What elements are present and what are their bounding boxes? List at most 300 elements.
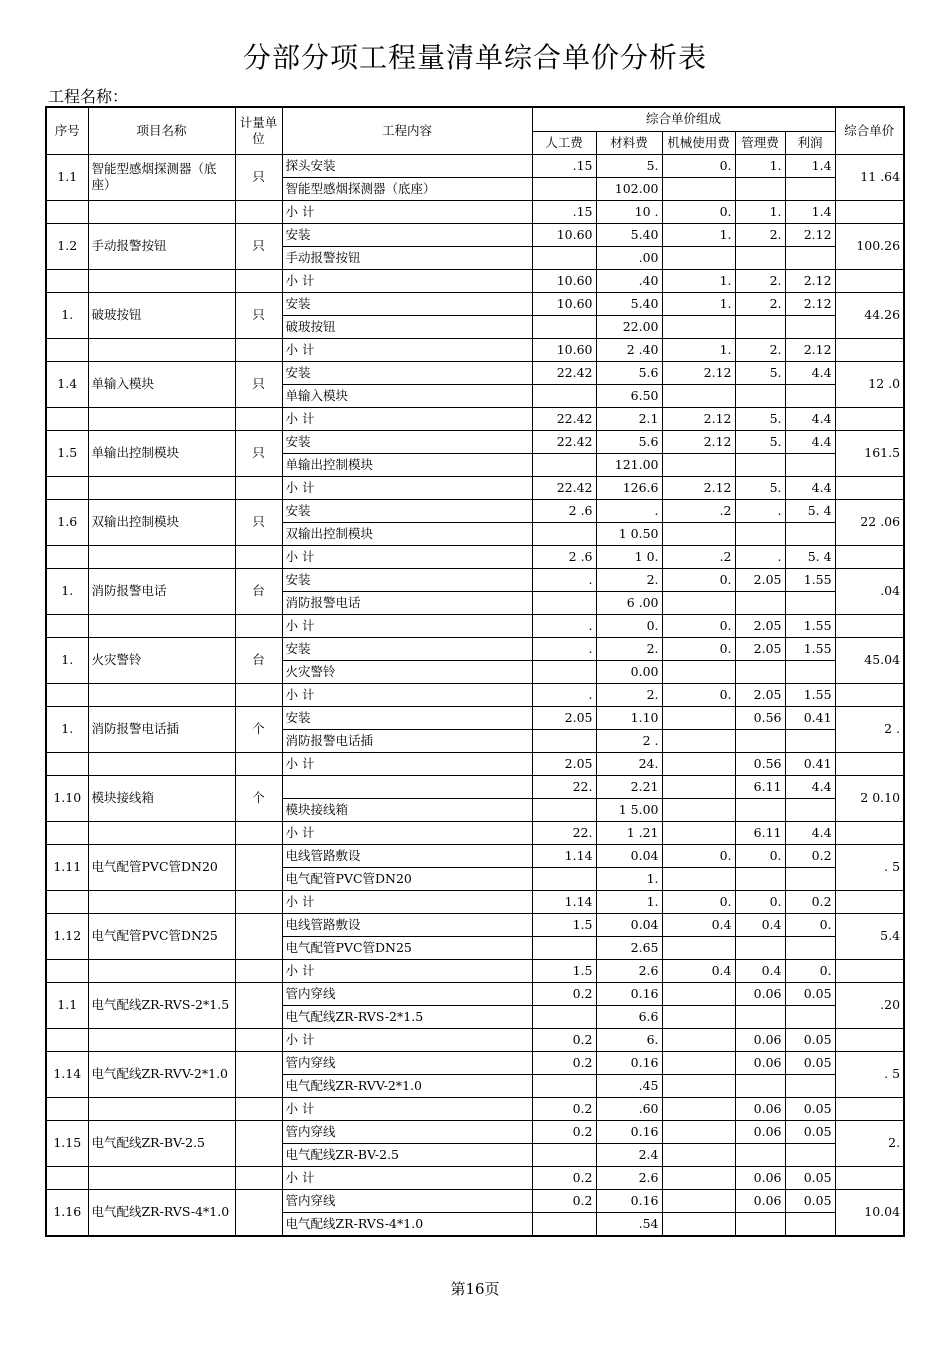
content-cell: 管内穿线 — [282, 1051, 532, 1074]
labor-cell: 2.05 — [532, 706, 596, 729]
machine-cell — [662, 1051, 735, 1074]
labor-cell: . — [532, 637, 596, 660]
item-unit-blank — [235, 269, 282, 292]
header-total: 综合单价 — [835, 107, 904, 154]
labor-cell: . — [532, 683, 596, 706]
labor-cell — [532, 936, 596, 959]
profit-cell: 4.4 — [785, 430, 835, 453]
item-seq-blank — [46, 338, 88, 361]
item-name-blank — [88, 200, 235, 223]
item-seq: 1. — [46, 568, 88, 614]
content-cell: 小 计 — [282, 269, 532, 292]
content-cell: 安装 — [282, 292, 532, 315]
manage-cell — [735, 798, 785, 821]
profit-cell — [785, 660, 835, 683]
content-cell: 小 计 — [282, 545, 532, 568]
labor-cell — [532, 177, 596, 200]
item-total: 11 .64 — [835, 154, 904, 200]
table-row — [46, 223, 904, 246]
machine-cell — [662, 1005, 735, 1028]
machine-cell — [662, 775, 735, 798]
item-unit: 只 — [235, 430, 282, 476]
item-name-blank — [88, 269, 235, 292]
profit-cell: 1.55 — [785, 637, 835, 660]
labor-cell: 1.14 — [532, 890, 596, 913]
labor-cell: 0.2 — [532, 1097, 596, 1120]
material-cell: .54 — [596, 1212, 662, 1236]
item-total: 100.26 — [835, 223, 904, 269]
profit-cell: 4.4 — [785, 407, 835, 430]
item-unit-blank — [235, 752, 282, 775]
manage-cell — [735, 1074, 785, 1097]
item-total: 2 0.10 — [835, 775, 904, 821]
item-seq-blank — [46, 407, 88, 430]
machine-cell: 0. — [662, 683, 735, 706]
item-seq: 1. — [46, 706, 88, 752]
item-total: 5.4 — [835, 913, 904, 959]
machine-cell: 1. — [662, 223, 735, 246]
table-row — [46, 1097, 904, 1120]
labor-cell: 22.42 — [532, 430, 596, 453]
item-seq-blank — [46, 752, 88, 775]
machine-cell — [662, 752, 735, 775]
item-name-blank — [88, 890, 235, 913]
labor-cell — [532, 1212, 596, 1236]
content-cell — [282, 775, 532, 798]
labor-cell: 1.5 — [532, 913, 596, 936]
machine-cell — [662, 1074, 735, 1097]
material-cell: 0.16 — [596, 1189, 662, 1212]
item-name-blank — [88, 545, 235, 568]
profit-cell — [785, 177, 835, 200]
item-total-blank — [835, 200, 904, 223]
item-total-blank — [835, 752, 904, 775]
profit-cell — [785, 1074, 835, 1097]
item-name: 电气配线ZR-RVV-2*1.0 — [88, 1051, 235, 1097]
content-cell: 管内穿线 — [282, 1120, 532, 1143]
machine-cell: 0. — [662, 568, 735, 591]
item-name: 消防报警电话插 — [88, 706, 235, 752]
manage-cell: . — [735, 545, 785, 568]
item-name: 电气配线ZR-BV-2.5 — [88, 1120, 235, 1166]
labor-cell: 1.5 — [532, 959, 596, 982]
manage-cell — [735, 453, 785, 476]
material-cell: .45 — [596, 1074, 662, 1097]
table-row — [46, 499, 904, 522]
item-total-blank — [835, 959, 904, 982]
machine-cell — [662, 177, 735, 200]
item-total: . 5 — [835, 844, 904, 890]
header-content: 工程内容 — [282, 107, 532, 154]
material-cell: 0.04 — [596, 844, 662, 867]
labor-cell: . — [532, 568, 596, 591]
labor-cell: 0.2 — [532, 1028, 596, 1051]
item-seq-blank — [46, 821, 88, 844]
manage-cell — [735, 1143, 785, 1166]
table-row — [46, 913, 904, 936]
labor-cell: 10.60 — [532, 269, 596, 292]
content-cell: 智能型感烟探测器（底座） — [282, 177, 532, 200]
item-seq-blank — [46, 683, 88, 706]
table-row — [46, 706, 904, 729]
content-cell: 手动报警按钮 — [282, 246, 532, 269]
content-cell: 小 计 — [282, 959, 532, 982]
profit-cell: 0. — [785, 913, 835, 936]
header-profit: 利润 — [785, 131, 835, 154]
table-row — [46, 821, 904, 844]
item-seq: 1.12 — [46, 913, 88, 959]
header-seq: 序号 — [46, 107, 88, 154]
content-cell: 安装 — [282, 223, 532, 246]
item-name: 电气配线ZR-RVS-2*1.5 — [88, 982, 235, 1028]
content-cell: 电气配线ZR-RVS-4*1.0 — [282, 1212, 532, 1236]
item-name: 消防报警电话 — [88, 568, 235, 614]
material-cell: 2.1 — [596, 407, 662, 430]
manage-cell — [735, 936, 785, 959]
profit-cell — [785, 453, 835, 476]
manage-cell: 2.05 — [735, 637, 785, 660]
machine-cell: 2.12 — [662, 476, 735, 499]
material-cell: .40 — [596, 269, 662, 292]
item-total-blank — [835, 338, 904, 361]
machine-cell: 0. — [662, 200, 735, 223]
manage-cell — [735, 1212, 785, 1236]
machine-cell — [662, 522, 735, 545]
material-cell: 1. — [596, 867, 662, 890]
profit-cell — [785, 591, 835, 614]
manage-cell: 0.06 — [735, 1028, 785, 1051]
item-unit-blank — [235, 1097, 282, 1120]
content-cell: 电气配线ZR-RVS-2*1.5 — [282, 1005, 532, 1028]
material-cell: 6. — [596, 1028, 662, 1051]
header-price-group: 综合单价组成 — [532, 107, 835, 131]
table-body — [46, 154, 904, 1236]
profit-cell — [785, 384, 835, 407]
table-row — [46, 154, 904, 177]
table-row — [46, 982, 904, 1005]
material-cell: 1. — [596, 890, 662, 913]
profit-cell: 2.12 — [785, 223, 835, 246]
machine-cell — [662, 660, 735, 683]
table-row — [46, 1028, 904, 1051]
content-cell: 安装 — [282, 361, 532, 384]
material-cell: 0.16 — [596, 1120, 662, 1143]
manage-cell: 0.06 — [735, 982, 785, 1005]
profit-cell: 4.4 — [785, 476, 835, 499]
item-total-blank — [835, 683, 904, 706]
content-cell: 单输入模块 — [282, 384, 532, 407]
material-cell: 121.00 — [596, 453, 662, 476]
table-row — [46, 269, 904, 292]
item-seq: 1.4 — [46, 361, 88, 407]
machine-cell: 2.12 — [662, 361, 735, 384]
manage-cell — [735, 522, 785, 545]
manage-cell: 6.11 — [735, 775, 785, 798]
item-total-blank — [835, 1097, 904, 1120]
item-name: 破玻按钮 — [88, 292, 235, 338]
table-row — [46, 752, 904, 775]
page-title: 分部分项工程量清单综合单价分析表 — [242, 41, 707, 74]
item-total-blank — [835, 1166, 904, 1189]
manage-cell: 5. — [735, 407, 785, 430]
content-cell: 双输出控制模块 — [282, 522, 532, 545]
item-unit-blank — [235, 407, 282, 430]
table-row — [46, 614, 904, 637]
labor-cell: 22.42 — [532, 407, 596, 430]
profit-cell: 2.12 — [785, 269, 835, 292]
material-cell: 1 0. — [596, 545, 662, 568]
item-seq: 1.16 — [46, 1189, 88, 1236]
profit-cell: 0.41 — [785, 706, 835, 729]
item-name-blank — [88, 1028, 235, 1051]
machine-cell: 1. — [662, 269, 735, 292]
item-total: .20 — [835, 982, 904, 1028]
machine-cell — [662, 821, 735, 844]
item-total-blank — [835, 1028, 904, 1051]
labor-cell — [532, 1005, 596, 1028]
machine-cell — [662, 706, 735, 729]
material-cell: 1.10 — [596, 706, 662, 729]
machine-cell — [662, 982, 735, 1005]
table-row — [46, 1051, 904, 1074]
content-cell: 小 计 — [282, 1028, 532, 1051]
item-unit-blank — [235, 959, 282, 982]
content-cell: 单输出控制模块 — [282, 453, 532, 476]
item-unit-blank — [235, 476, 282, 499]
labor-cell: . — [532, 614, 596, 637]
manage-cell: 2. — [735, 338, 785, 361]
content-cell: 安装 — [282, 499, 532, 522]
table-row — [46, 1166, 904, 1189]
item-name-blank — [88, 1166, 235, 1189]
item-name-blank — [88, 407, 235, 430]
material-cell: 0.16 — [596, 982, 662, 1005]
content-cell: 小 计 — [282, 476, 532, 499]
content-cell: 消防报警电话插 — [282, 729, 532, 752]
page-number: 第16页 — [450, 1280, 500, 1298]
machine-cell — [662, 1028, 735, 1051]
table-row — [46, 1189, 904, 1212]
profit-cell — [785, 315, 835, 338]
machine-cell — [662, 936, 735, 959]
profit-cell: 0.05 — [785, 1189, 835, 1212]
item-name: 单输出控制模块 — [88, 430, 235, 476]
item-name-blank — [88, 752, 235, 775]
header-unit: 计量单位 — [235, 107, 282, 154]
labor-cell: 0.2 — [532, 1189, 596, 1212]
content-cell: 电气配管PVC管DN20 — [282, 867, 532, 890]
item-seq: 1.15 — [46, 1120, 88, 1166]
item-name-blank — [88, 614, 235, 637]
manage-cell: 2.05 — [735, 614, 785, 637]
profit-cell — [785, 1143, 835, 1166]
labor-cell: 0.2 — [532, 982, 596, 1005]
item-total-blank — [835, 614, 904, 637]
header-name: 项目名称 — [88, 107, 235, 154]
profit-cell: 0.05 — [785, 1120, 835, 1143]
material-cell: 5. — [596, 154, 662, 177]
material-cell: 2.6 — [596, 1166, 662, 1189]
header-manage: 管理费 — [735, 131, 785, 154]
item-total-blank — [835, 407, 904, 430]
content-cell: 安装 — [282, 430, 532, 453]
profit-cell: 0.41 — [785, 752, 835, 775]
item-seq-blank — [46, 545, 88, 568]
material-cell: .00 — [596, 246, 662, 269]
labor-cell — [532, 453, 596, 476]
item-seq: 1.10 — [46, 775, 88, 821]
item-total-blank — [835, 821, 904, 844]
labor-cell: 10.60 — [532, 223, 596, 246]
item-total-blank — [835, 890, 904, 913]
material-cell: 2.4 — [596, 1143, 662, 1166]
labor-cell — [532, 246, 596, 269]
profit-cell: 5. 4 — [785, 499, 835, 522]
machine-cell: .2 — [662, 499, 735, 522]
labor-cell: 2.05 — [532, 752, 596, 775]
labor-cell: 1.14 — [532, 844, 596, 867]
manage-cell: 1. — [735, 154, 785, 177]
item-seq: 1. — [46, 637, 88, 683]
content-cell: 安装 — [282, 637, 532, 660]
material-cell: 2.21 — [596, 775, 662, 798]
table-row — [46, 844, 904, 867]
unit-price-table — [45, 106, 905, 1237]
table-row — [46, 407, 904, 430]
manage-cell: 5. — [735, 430, 785, 453]
item-seq: 1.2 — [46, 223, 88, 269]
profit-cell: 0.05 — [785, 982, 835, 1005]
item-unit-blank — [235, 890, 282, 913]
item-unit-blank — [235, 1028, 282, 1051]
item-seq: 1.11 — [46, 844, 88, 890]
profit-cell: 0.2 — [785, 890, 835, 913]
material-cell: 126.6 — [596, 476, 662, 499]
profit-cell: 0.05 — [785, 1097, 835, 1120]
item-unit: 只 — [235, 154, 282, 200]
labor-cell: .15 — [532, 200, 596, 223]
profit-cell — [785, 1005, 835, 1028]
profit-cell: 2.12 — [785, 292, 835, 315]
manage-cell: 1. — [735, 200, 785, 223]
content-cell: 小 计 — [282, 683, 532, 706]
material-cell: 102.00 — [596, 177, 662, 200]
manage-cell: 2. — [735, 292, 785, 315]
material-cell: 0.16 — [596, 1051, 662, 1074]
item-unit-blank — [235, 1166, 282, 1189]
item-seq-blank — [46, 200, 88, 223]
item-name: 智能型感烟探测器（底座） — [88, 154, 235, 200]
manage-cell: 0. — [735, 890, 785, 913]
material-cell: 0. — [596, 614, 662, 637]
material-cell: 5.6 — [596, 430, 662, 453]
header-machine: 机械使用费 — [662, 131, 735, 154]
profit-cell: 1.55 — [785, 568, 835, 591]
item-name: 手动报警按钮 — [88, 223, 235, 269]
profit-cell: 5. 4 — [785, 545, 835, 568]
labor-cell: 2 .6 — [532, 499, 596, 522]
manage-cell — [735, 246, 785, 269]
item-total: 2 . — [835, 706, 904, 752]
item-unit: 只 — [235, 292, 282, 338]
machine-cell — [662, 315, 735, 338]
machine-cell: 0.4 — [662, 959, 735, 982]
table-row — [46, 890, 904, 913]
header-labor: 人工费 — [532, 131, 596, 154]
manage-cell — [735, 729, 785, 752]
labor-cell — [532, 315, 596, 338]
item-unit — [235, 1051, 282, 1097]
item-total: 12 .0 — [835, 361, 904, 407]
manage-cell: 0.56 — [735, 752, 785, 775]
table-row — [46, 430, 904, 453]
machine-cell — [662, 798, 735, 821]
item-unit — [235, 844, 282, 890]
item-seq: 1. — [46, 292, 88, 338]
item-unit: 台 — [235, 637, 282, 683]
item-name: 电气配线ZR-RVS-4*1.0 — [88, 1189, 235, 1236]
item-total: 45.04 — [835, 637, 904, 683]
machine-cell: 0. — [662, 614, 735, 637]
manage-cell: 0.06 — [735, 1189, 785, 1212]
manage-cell: 0.06 — [735, 1097, 785, 1120]
item-total: .04 — [835, 568, 904, 614]
labor-cell: 22. — [532, 775, 596, 798]
content-cell: 电气配线ZR-RVV-2*1.0 — [282, 1074, 532, 1097]
profit-cell: 1.4 — [785, 154, 835, 177]
item-name-blank — [88, 821, 235, 844]
item-seq: 1.14 — [46, 1051, 88, 1097]
manage-cell: 2.05 — [735, 683, 785, 706]
content-cell: 探头安装 — [282, 154, 532, 177]
item-seq-blank — [46, 890, 88, 913]
profit-cell: 1.55 — [785, 683, 835, 706]
content-cell: 安装 — [282, 568, 532, 591]
manage-cell: 0.4 — [735, 913, 785, 936]
manage-cell: 0. — [735, 844, 785, 867]
item-unit — [235, 1189, 282, 1236]
table-row — [46, 683, 904, 706]
material-cell: 6.50 — [596, 384, 662, 407]
profit-cell: 1.55 — [785, 614, 835, 637]
material-cell: 5.40 — [596, 223, 662, 246]
item-unit: 台 — [235, 568, 282, 614]
machine-cell: 2.12 — [662, 407, 735, 430]
project-name-label: 工程名称： — [48, 87, 129, 106]
item-total: . 5 — [835, 1051, 904, 1097]
item-name: 模块接线箱 — [88, 775, 235, 821]
item-unit: 只 — [235, 499, 282, 545]
item-unit — [235, 913, 282, 959]
content-cell: 破玻按钮 — [282, 315, 532, 338]
labor-cell — [532, 798, 596, 821]
manage-cell: 2. — [735, 223, 785, 246]
item-total-blank — [835, 476, 904, 499]
labor-cell — [532, 384, 596, 407]
item-unit: 个 — [235, 775, 282, 821]
content-cell: 火灾警铃 — [282, 660, 532, 683]
material-cell: 2. — [596, 683, 662, 706]
manage-cell: 0.4 — [735, 959, 785, 982]
item-seq-blank — [46, 476, 88, 499]
machine-cell — [662, 453, 735, 476]
machine-cell — [662, 591, 735, 614]
item-unit: 只 — [235, 361, 282, 407]
item-name-blank — [88, 959, 235, 982]
content-cell: 小 计 — [282, 407, 532, 430]
content-cell: 小 计 — [282, 338, 532, 361]
labor-cell — [532, 729, 596, 752]
